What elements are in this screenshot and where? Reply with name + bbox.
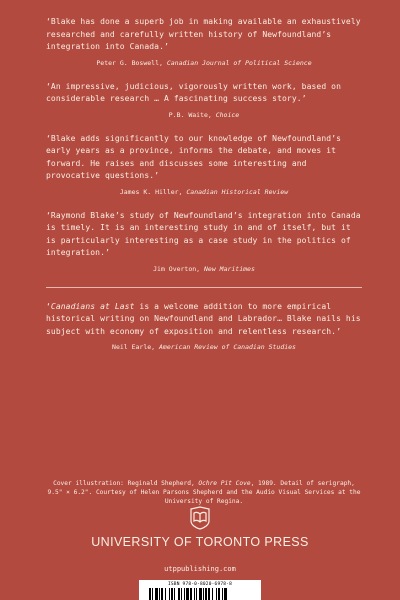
review-source: Canadian Historical Review — [186, 187, 289, 196]
review-3 — [46, 133, 362, 197]
credit-prefix: Cover illustration: Reginald Shepherd, — [53, 480, 199, 487]
review-source: American Review of Canadian Studies — [159, 343, 296, 351]
review-source: New Maritimes — [204, 264, 255, 273]
cover-credit — [46, 479, 362, 506]
review-quote: ‘Raymond Blake’s study of Newfoundland’s integration into Canada is timely. It is an interesting study in and of itself, but it is particularly interesting as a case study in the politics of integration.’ — [46, 210, 361, 257]
quote-text: is a welcome addition to more empirical historical writing on Newfoundland and Labrador… Blake nails his subject with economy of exposition and relentless research.’ — [46, 301, 361, 336]
reviewer-name: P.B. Waite, — [168, 110, 216, 119]
publisher-url: utppublishing.com — [164, 565, 236, 573]
review-4 — [46, 210, 362, 274]
quote-mark: ‘ — [46, 301, 51, 311]
reviews-section — [46, 16, 362, 365]
book-emblem-icon — [189, 506, 211, 530]
review-source: Choice — [215, 110, 240, 119]
reviewer-name: Jim Overton, — [153, 264, 204, 273]
review-5 — [46, 301, 362, 353]
review-attribution — [46, 188, 362, 197]
review-source: Canadian Journal of Political Science — [166, 58, 312, 67]
reviewer-name: Neil Earle, — [112, 343, 159, 351]
book-title: Canadians at Last — [50, 301, 135, 311]
reviewer-name: Peter G. Boswell, — [96, 58, 167, 67]
barcode-bars — [148, 588, 252, 600]
review-quote: ‘An impressive, judicious, vigorously written work, based on considerable research … A fascinating success story.’ — [46, 81, 341, 103]
review-attribution — [46, 265, 362, 274]
credit-title: Ochre Pit Cove — [198, 480, 251, 487]
section-divider — [46, 287, 362, 288]
reviewer-name: James K. Hiller, — [119, 187, 187, 196]
review-2 — [46, 81, 362, 120]
isbn: ISBN 978-0-8020-6978-8 — [167, 582, 232, 587]
review-quote — [46, 301, 362, 339]
review-1 — [46, 16, 362, 68]
review-attribution — [46, 343, 362, 352]
credit-suffix: , 1989. Detail of serigraph, 9.5" × 6.2". Courtesy of Helen Parsons Shepherd and the Audio Visual Services at the University of Regina. — [47, 480, 361, 505]
publisher-name: UNIVERSITY OF TORONTO PRESS — [91, 535, 309, 549]
review-quote: ‘Blake has done a superb job in making available an exhaustively researched and carefully written history of Newfoundland’s integration into Canada.’ — [46, 17, 361, 51]
barcode — [139, 580, 261, 600]
review-attribution — [46, 111, 362, 120]
review-quote: ‘Blake adds significantly to our knowledge of Newfoundland’s early years as a province, informs the debate, and moves it forward. He raises and discusses some interesting and provocative questions.’ — [46, 133, 341, 180]
publisher-logo-block — [0, 506, 400, 549]
review-attribution — [46, 59, 362, 68]
